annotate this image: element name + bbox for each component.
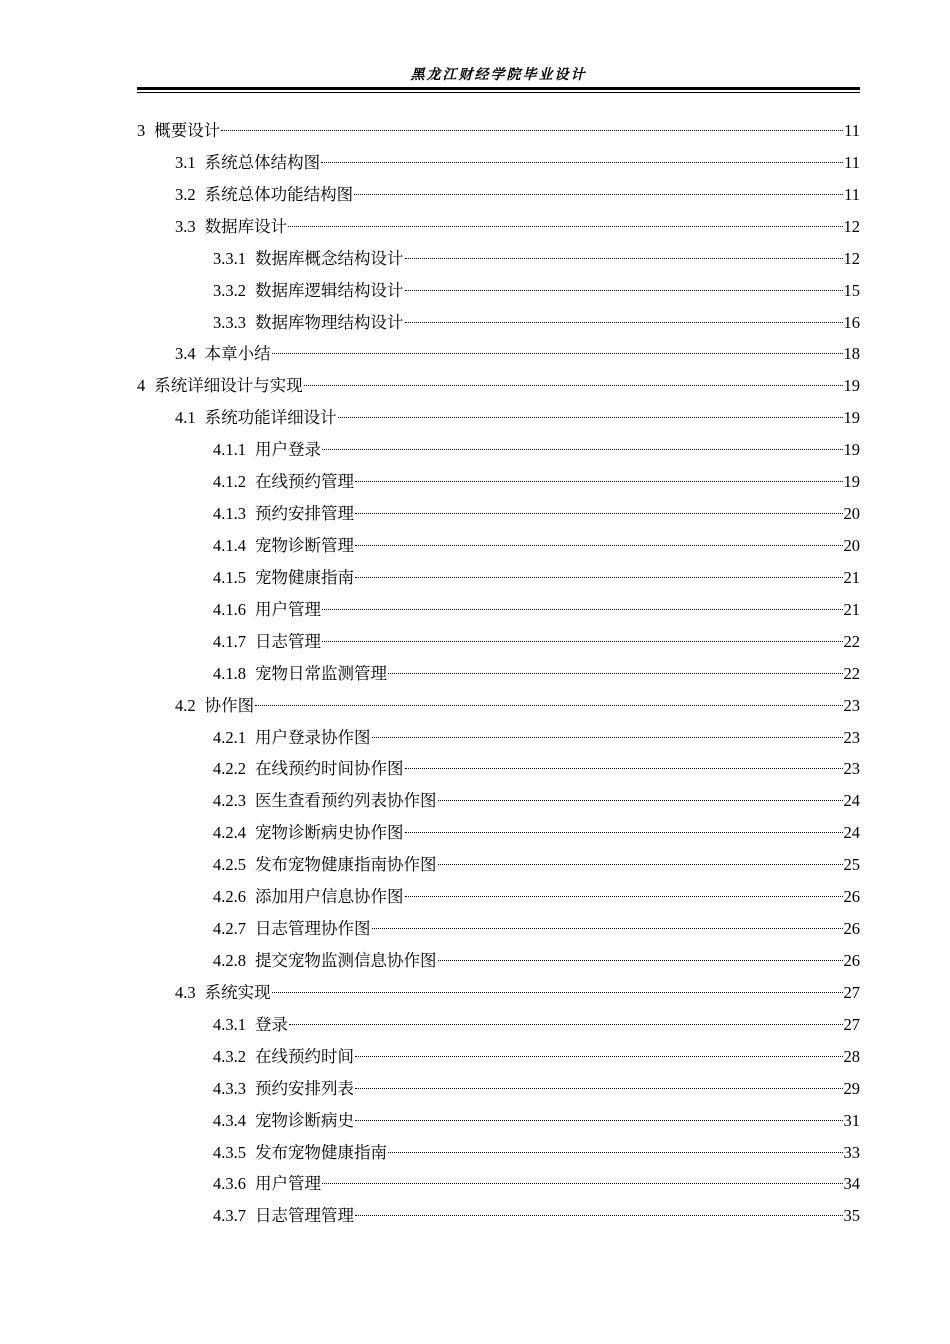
toc-dot-leader (322, 641, 843, 642)
toc-entry[interactable] (137, 211, 860, 243)
toc-entry-title: 预约安排管理 (255, 504, 354, 524)
toc-entry-number: 3 (137, 121, 146, 140)
toc-dot-leader (355, 1120, 843, 1121)
toc-entry-number: 3.3.3 (213, 312, 246, 332)
header-rule-thick (137, 87, 860, 90)
toc-entry[interactable] (137, 275, 860, 307)
toc-entry-title: 宠物日常监测管理 (255, 663, 387, 683)
toc-entry[interactable] (137, 626, 860, 658)
toc-entry[interactable] (137, 722, 860, 754)
toc-entry[interactable] (137, 849, 860, 881)
toc-entry-page-number: 27 (843, 1014, 860, 1034)
toc-entry[interactable] (137, 1200, 860, 1232)
toc-entry-page-number: 20 (843, 504, 860, 524)
toc-dot-leader (355, 481, 843, 482)
toc-entry-page-number: 28 (843, 1046, 860, 1066)
toc-dot-leader (304, 385, 843, 386)
toc-entry-page-number: 11 (844, 152, 860, 172)
toc-entry-title: 系统功能详细设计 (204, 408, 337, 428)
toc-entry-page-number: 21 (843, 599, 860, 619)
toc-entry-number: 4.3.4 (213, 1110, 246, 1130)
toc-entry-page-number: 27 (843, 982, 860, 1002)
toc-entry-page-number: 19 (843, 472, 860, 492)
toc-entry-title: 在线预约时间 (255, 1046, 354, 1066)
toc-entry-title: 本章小结 (204, 344, 271, 364)
toc-entry-number: 4.3.1 (213, 1014, 246, 1034)
toc-entry[interactable] (137, 945, 860, 977)
toc-entry-number: 4.2.1 (213, 727, 246, 747)
toc-entry-number: 4.1.2 (213, 472, 246, 492)
toc-dot-leader (355, 577, 843, 578)
toc-entry[interactable] (137, 115, 860, 147)
toc-entry-title: 添加用户信息协作图 (255, 887, 404, 907)
toc-dot-leader (372, 928, 843, 929)
toc-dot-leader (355, 545, 843, 546)
toc-entry-number: 4.1.8 (213, 663, 246, 683)
toc-entry-page-number: 19 (843, 408, 860, 428)
toc-entry-page-number: 11 (844, 184, 860, 204)
toc-entry-number: 4.3.3 (213, 1078, 246, 1098)
toc-dot-leader (405, 896, 843, 897)
toc-entry-number: 4.1 (175, 408, 196, 428)
toc-dot-leader (221, 130, 843, 131)
toc-entry[interactable] (137, 434, 860, 466)
toc-entry[interactable] (137, 881, 860, 913)
toc-entry-title: 宠物诊断病史协作图 (255, 823, 404, 843)
toc-entry-page-number: 23 (843, 695, 860, 715)
toc-entry[interactable] (137, 977, 860, 1009)
toc-entry-title: 在线预约管理 (255, 472, 354, 492)
page-header-title: 黑龙江财经学院毕业设计 (410, 67, 587, 83)
toc-entry[interactable] (137, 1041, 860, 1073)
toc-entry[interactable] (137, 370, 860, 402)
toc-dot-leader (354, 194, 843, 195)
toc-entry[interactable] (137, 498, 860, 530)
toc-entry[interactable] (137, 690, 860, 722)
toc-entry-page-number: 12 (843, 216, 860, 236)
toc-entry[interactable] (137, 658, 860, 690)
toc-entry-title: 宠物诊断管理 (255, 535, 354, 555)
toc-entry-number: 3.4 (175, 344, 196, 364)
toc-entry-title: 用户管理 (255, 599, 321, 619)
toc-entry-number: 4.2.2 (213, 759, 246, 779)
toc-entry-page-number: 23 (843, 759, 860, 779)
toc-entry-number: 4.1.3 (213, 504, 246, 524)
toc-entry-number: 4.1.6 (213, 599, 246, 619)
header-rule-thin (137, 92, 860, 93)
table-of-contents (137, 115, 860, 1232)
toc-dot-leader (405, 768, 843, 769)
toc-dot-leader (388, 1152, 843, 1153)
toc-entry[interactable] (137, 562, 860, 594)
toc-entry-number: 3.3.2 (213, 280, 246, 300)
toc-dot-leader (322, 449, 843, 450)
toc-dot-leader (355, 1215, 843, 1216)
toc-entry-page-number: 20 (843, 535, 860, 555)
toc-entry-page-number: 25 (843, 855, 860, 875)
toc-entry-title: 宠物健康指南 (255, 567, 354, 587)
toc-dot-leader (338, 417, 843, 418)
toc-entry-number: 4.2.8 (213, 950, 246, 970)
toc-entry[interactable] (137, 179, 860, 211)
toc-dot-leader (255, 705, 842, 706)
toc-entry-number: 4.1.7 (213, 631, 246, 651)
toc-entry[interactable] (137, 1073, 860, 1105)
toc-entry[interactable] (137, 1137, 860, 1169)
toc-entry[interactable] (137, 594, 860, 626)
toc-entry-page-number: 15 (843, 280, 860, 300)
toc-entry-title: 系统实现 (204, 982, 271, 1002)
toc-entry-page-number: 12 (843, 248, 860, 268)
toc-entry-number: 4.1.5 (213, 567, 246, 587)
toc-entry[interactable] (137, 466, 860, 498)
toc-entry-title: 日志管理协作图 (255, 919, 371, 939)
toc-entry-number: 4.3.6 (213, 1174, 246, 1194)
toc-entry-title: 系统总体结构图 (204, 152, 321, 172)
toc-dot-leader (438, 800, 843, 801)
toc-entry-number: 4.2.5 (213, 855, 246, 875)
toc-entry[interactable] (137, 1105, 860, 1137)
toc-entry-page-number: 11 (844, 121, 860, 140)
toc-entry-page-number: 21 (843, 567, 860, 587)
toc-entry-title: 医生查看预约列表协作图 (255, 791, 437, 811)
toc-entry-page-number: 29 (843, 1078, 860, 1098)
toc-entry-page-number: 23 (843, 727, 860, 747)
toc-dot-leader (405, 322, 843, 323)
toc-entry-number: 4.2.7 (213, 919, 246, 939)
toc-entry-number: 4.2.3 (213, 791, 246, 811)
toc-dot-leader (321, 162, 843, 163)
toc-entry-number: 4.1.4 (213, 535, 246, 555)
toc-entry-page-number: 35 (843, 1206, 860, 1226)
toc-entry-page-number: 22 (843, 631, 860, 651)
toc-entry-page-number: 22 (843, 663, 860, 683)
toc-entry-page-number: 34 (843, 1174, 860, 1194)
toc-entry-title: 宠物诊断病史 (255, 1110, 354, 1130)
toc-entry-title: 发布宠物健康指南 (255, 1142, 387, 1162)
toc-entry-page-number: 24 (843, 823, 860, 843)
toc-entry-number: 4.3.7 (213, 1206, 246, 1226)
toc-dot-leader (405, 832, 843, 833)
toc-entry-title: 日志管理 (255, 631, 321, 651)
toc-entry-number: 4.2.6 (213, 887, 246, 907)
toc-entry[interactable] (137, 817, 860, 849)
toc-entry-title: 数据库概念结构设计 (255, 248, 404, 268)
toc-entry-title: 登录 (255, 1014, 288, 1034)
toc-entry-number: 3.2 (175, 184, 196, 204)
toc-entry-title: 概要设计 (154, 121, 221, 140)
toc-entry-title: 发布宠物健康指南协作图 (255, 855, 437, 875)
toc-entry-title: 协作图 (204, 695, 255, 715)
toc-entry[interactable] (137, 913, 860, 945)
toc-entry-title: 数据库设计 (204, 216, 288, 236)
toc-entry[interactable] (137, 243, 860, 275)
toc-entry-page-number: 16 (843, 312, 860, 332)
toc-entry-number: 4 (137, 376, 146, 396)
toc-entry-page-number: 26 (843, 887, 860, 907)
toc-entry-number: 3.3 (175, 216, 196, 236)
toc-dot-leader (372, 737, 843, 738)
toc-entry[interactable] (137, 530, 860, 562)
toc-entry-page-number: 18 (843, 344, 860, 364)
toc-entry-title: 日志管理管理 (255, 1206, 354, 1226)
toc-entry-title: 数据库物理结构设计 (255, 312, 404, 332)
toc-entry-title: 系统总体功能结构图 (204, 184, 354, 204)
toc-dot-leader (405, 258, 843, 259)
toc-entry-number: 3.3.1 (213, 248, 246, 268)
toc-entry-page-number: 19 (843, 440, 860, 460)
toc-entry-number: 4.2 (175, 695, 196, 715)
toc-entry-page-number: 26 (843, 919, 860, 939)
toc-entry[interactable] (137, 753, 860, 785)
toc-dot-leader (438, 864, 843, 865)
toc-dot-leader (272, 992, 843, 993)
toc-dot-leader (272, 353, 843, 354)
toc-entry-title: 用户登录 (255, 440, 321, 460)
toc-dot-leader (388, 673, 843, 674)
toc-entry-title: 预约安排列表 (255, 1078, 354, 1098)
toc-dot-leader (438, 960, 843, 961)
toc-entry-title: 在线预约时间协作图 (255, 759, 404, 779)
toc-entry-page-number: 31 (843, 1110, 860, 1130)
toc-entry-page-number: 19 (843, 376, 860, 396)
toc-entry-page-number: 33 (843, 1142, 860, 1162)
toc-dot-leader (355, 513, 843, 514)
toc-entry-number: 4.1.1 (213, 440, 246, 460)
toc-entry[interactable] (137, 307, 860, 339)
toc-dot-leader (322, 1183, 843, 1184)
toc-entry[interactable] (137, 1009, 860, 1041)
toc-dot-leader (405, 290, 843, 291)
toc-entry-number: 4.3 (175, 982, 196, 1002)
toc-entry-title: 数据库逻辑结构设计 (255, 280, 404, 300)
toc-entry-title: 系统详细设计与实现 (154, 376, 303, 396)
toc-entry-page-number: 24 (843, 791, 860, 811)
toc-entry-number: 4.3.5 (213, 1142, 246, 1162)
toc-entry[interactable] (137, 338, 860, 370)
toc-entry[interactable] (137, 1168, 860, 1200)
toc-entry-number: 4.3.2 (213, 1046, 246, 1066)
toc-entry-number: 3.1 (175, 152, 196, 172)
toc-entry-number: 4.2.4 (213, 823, 246, 843)
toc-entry-page-number: 26 (843, 950, 860, 970)
toc-entry-title: 用户登录协作图 (255, 727, 371, 747)
toc-dot-leader (355, 1056, 843, 1057)
toc-dot-leader (289, 1024, 843, 1025)
toc-entry-title: 提交宠物监测信息协作图 (255, 950, 437, 970)
toc-entry[interactable] (137, 785, 860, 817)
toc-entry-title: 用户管理 (255, 1174, 321, 1194)
toc-dot-leader (288, 226, 842, 227)
toc-entry[interactable] (137, 402, 860, 434)
toc-entry[interactable] (137, 147, 860, 179)
toc-dot-leader (322, 609, 843, 610)
toc-dot-leader (355, 1088, 843, 1089)
